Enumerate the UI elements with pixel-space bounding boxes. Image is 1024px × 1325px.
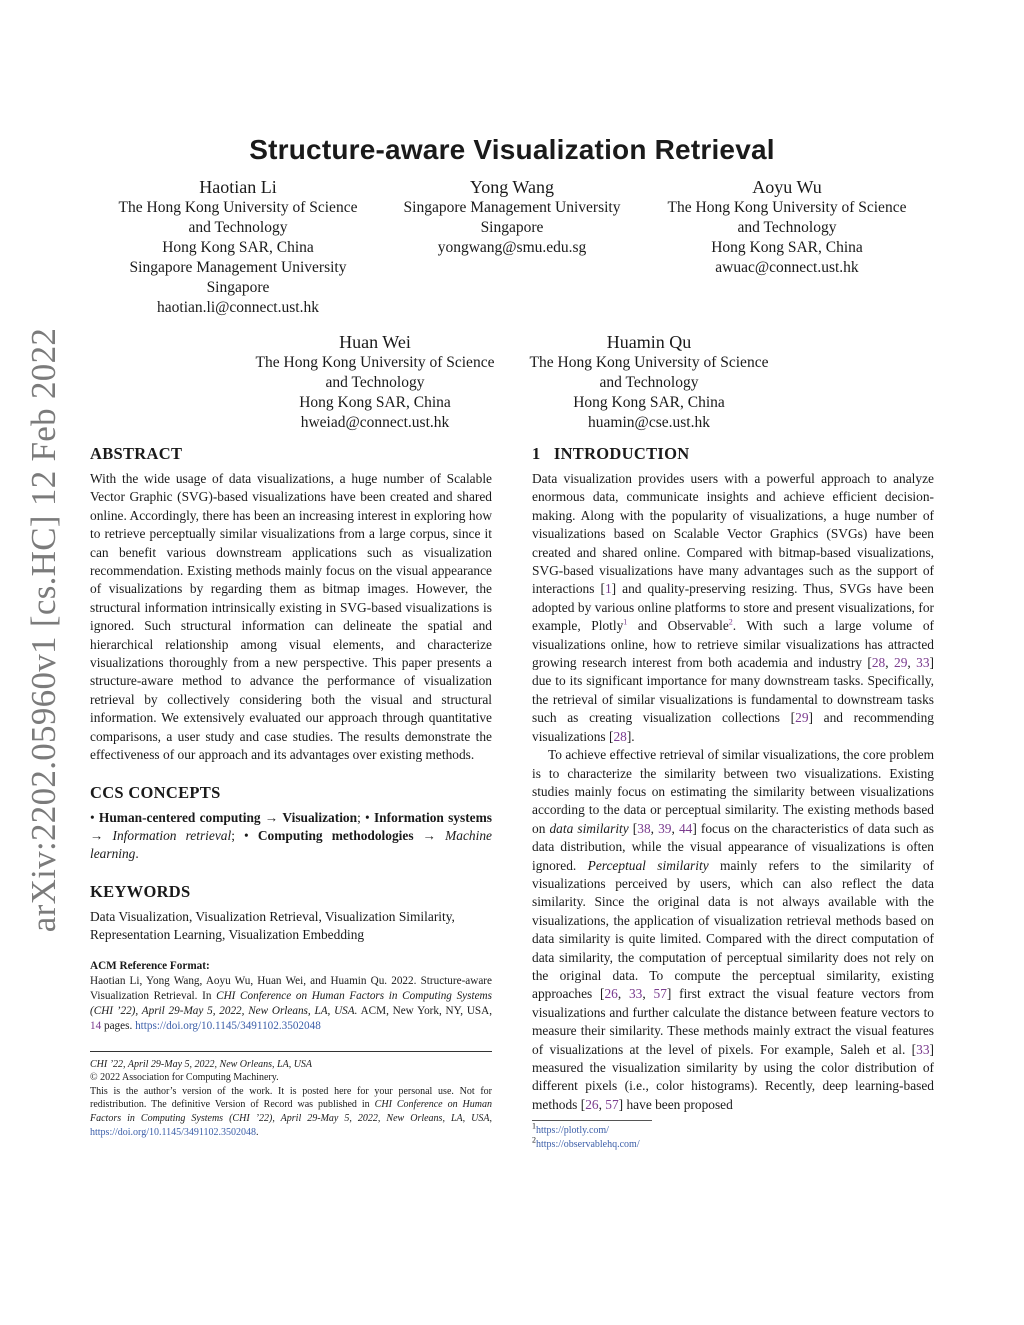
footer-notes <box>90 1058 492 1140</box>
paragraph-text: ] due to its significant importance for many downstream tasks. Specifically, the retrieval of similar visualizations is fundamental to downstream tasks such as creating visualization collections [ <box>532 655 934 726</box>
author-name: Huan Wei <box>339 332 411 352</box>
footer-copyright: © 2022 Association for Computing Machinery. <box>90 1072 279 1084</box>
author-block <box>98 176 378 318</box>
ccs-term: Visualization <box>282 809 358 825</box>
paragraph-text: [ <box>628 820 638 836</box>
paragraph-text: ] focus on the characteristics of data such as data distribution, while the visual appearance of visualizations is often ignored. <box>532 820 934 873</box>
acm-ref-text: pages. <box>101 1020 136 1033</box>
author-affiliation: and Technology <box>325 374 425 391</box>
paper-title: Structure-aware Visualization Retrieval <box>249 134 775 165</box>
author-block <box>646 176 928 278</box>
author-affiliation: Singapore Management University <box>403 199 621 216</box>
ccs-arrow: → <box>90 827 104 843</box>
citation-link[interactable]: 29 <box>795 710 809 726</box>
footnote-link[interactable]: https://observablehq.com/ <box>536 1138 640 1150</box>
acm-ref-doi-link[interactable]: https://doi.org/10.1145/3491102.3502048 <box>135 1020 321 1033</box>
ccs-separator: . <box>135 846 139 862</box>
citation-link[interactable]: 29 <box>894 655 908 671</box>
acm-ref-text: Haotian Li, Yong Wang, Aoyu Wu, Huan Wei, and Huamin Qu. 2022. Structure-aware Visualization Retrieval. In <box>90 974 492 1002</box>
abstract-text: With the wide usage of data visualizations, a huge number of Scalable Vector Graphic (SVG)-based visualizations have been created and shared online. Accordingly, there has been an increasing interest in exploring how to retrieve perceptually similar visualizations from a large corpus, since it can benefit various downstream applications such as visualization recommendation. Existing methods mainly focus on the visual appearance of visualizations by regarding them as bitmap images. However, the structural information intrinsically existing in SVG-based visualizations is ignored. Such structural information can delineate the spatial and hierarchical relationship among visual elements, and characterize visualizations thoroughly from a new perspective. This paper presents a structure-aware method to advance the performance of visualization retrieval by collectively considering both the visual and structural information. We extensively evaluated our approach through quantitative comparisons, a user study and case studies. The results demonstrate the effectiveness of our approach and its advantages over existing methods. <box>90 471 492 763</box>
paragraph-text: , <box>907 655 917 671</box>
paragraph-text: ] and quality-preserving resizing. Thus, SVGs have been adopted by various online platforms to store and present visualizations, for example, Plotly <box>532 581 935 634</box>
paragraph-text: , <box>885 655 894 671</box>
ccs-concepts <box>90 809 492 864</box>
footnote-number: 2 <box>532 1135 536 1145</box>
footnote-divider <box>90 1051 492 1052</box>
citation-link[interactable]: 33 <box>916 655 930 671</box>
author-name: Huamin Qu <box>606 332 692 352</box>
footer-conference: CHI ’22, April 29-May 5, 2022, New Orleans, LA, USA <box>90 1058 313 1070</box>
paragraph-text: , <box>617 986 629 1002</box>
paragraph-text: To achieve effective retrieval of similar visualizations, the core problem is to characterize the similarity between two visualizations. Existing studies mainly focus on estimating the similarity between visualizations according to the data or perceptual similarity. The existing methods based on <box>532 747 934 836</box>
author-block <box>236 331 514 433</box>
footnotes <box>532 1121 934 1151</box>
footnote <box>532 1135 934 1152</box>
ccs-bullet: • <box>365 809 370 825</box>
paragraph-text: , <box>642 986 654 1002</box>
author-affiliation: Singapore <box>480 219 544 236</box>
citation-link[interactable]: 38 <box>637 820 651 836</box>
paragraph-text: ]. <box>626 728 635 744</box>
footnote-link[interactable]: https://plotly.com/ <box>536 1125 609 1137</box>
paragraph-text: , <box>671 820 679 836</box>
author-affiliation: The Hong Kong University of Science <box>667 199 907 216</box>
paragraph-text: , <box>650 820 659 836</box>
citation-link[interactable]: 33 <box>628 986 643 1002</box>
ccs-separator: ; <box>231 827 235 843</box>
citation-link[interactable]: 26 <box>604 986 618 1002</box>
ccs-arrow: → <box>422 827 437 843</box>
author-block <box>382 176 642 258</box>
footnote <box>532 1121 934 1138</box>
author-affiliation: The Hong Kong University of Science <box>529 354 769 371</box>
section-title: INTRODUCTION <box>553 444 690 463</box>
abstract-heading: ABSTRACT <box>90 444 183 463</box>
paragraph-text: ] measured the visualization similarity by using the color distribution of different pixels (i.e., color histograms). Recently, deep learning-based methods [ <box>532 1041 934 1112</box>
ccs-arrow: → <box>264 809 279 825</box>
author-affiliation: Hong Kong SAR, China <box>573 394 725 411</box>
author-affiliation: The Hong Kong University of Science <box>255 354 495 371</box>
citation-link[interactable]: 57 <box>653 986 667 1002</box>
ccs-category: Human-centered computing <box>98 809 261 825</box>
author-email: awuac@connect.ust.hk <box>715 259 859 276</box>
author-name: Yong Wang <box>470 177 554 197</box>
intro-paragraph <box>532 746 934 1114</box>
citation-link[interactable]: 28 <box>613 728 627 744</box>
citation-link[interactable]: 1 <box>604 581 612 597</box>
footer-notice-text: This is the author’s version of the work. It is posted here for your personal use. Not for redistribution. The definitive Version of Record was published in <box>90 1085 492 1111</box>
acm-reference <box>90 974 492 1035</box>
ccs-term: Machine learning <box>90 827 492 862</box>
author-affiliation: Hong Kong SAR, China <box>162 239 314 256</box>
footer-notice <box>90 1085 492 1139</box>
intro-heading <box>532 444 934 464</box>
paragraph-text: , <box>598 1096 606 1112</box>
ccs-term: Information retrieval <box>112 827 232 843</box>
footnote-marker[interactable]: 2 <box>728 617 733 627</box>
footer-notice-venue: CHI Conference on Human Factors in Computing Systems (CHI ’22), April 29-May 5, 2022, New Orleans, LA, USA <box>90 1099 492 1124</box>
author-affiliation: and Technology <box>599 374 699 391</box>
footer-notice-text: . <box>256 1126 259 1138</box>
ccs-category: Information systems <box>373 809 492 825</box>
paragraph-text: and Observable <box>627 618 729 634</box>
citation-link[interactable]: 44 <box>678 820 693 836</box>
section-number: 1 <box>532 444 541 463</box>
keywords-text: Data Visualization, Visualization Retrieval, Visualization Similarity, Representation Learning, Visualization Embedding <box>90 908 455 943</box>
intro-paragraph <box>532 470 934 746</box>
author-email: huamin@cse.ust.hk <box>588 414 710 431</box>
acm-ref-pages-link[interactable]: 14 <box>90 1020 102 1033</box>
citation-link[interactable]: 57 <box>605 1096 619 1112</box>
paragraph-text: mainly refers to the similarity of visualizations perceived by users, which can also reflect the data similarity. Since the original data is not always available with the visualizations, the application of visualization retrieval methods based on data similarity is quite limited. Compared with the direct computation of data similarity, the computation of perceptual similarity does not rely on the original data. To compute the perceptual similarity, existing approaches [ <box>532 857 934 1002</box>
ccs-category: Computing methodologies <box>257 827 414 843</box>
author-affiliation: Singapore <box>206 279 270 296</box>
author-name: Haotian Li <box>199 177 277 197</box>
ccs-bullet: • <box>90 809 95 825</box>
arxiv-stamp-text: arXiv:2202.05960v1 [cs.HC] 12 Feb 2022 <box>24 327 63 933</box>
author-affiliation: Hong Kong SAR, China <box>711 239 863 256</box>
ccs-separator: ; <box>357 809 361 825</box>
author-affiliation: The Hong Kong University of Science <box>118 199 358 216</box>
citation-link[interactable]: 33 <box>916 1041 930 1057</box>
arxiv-stamp <box>24 300 64 950</box>
footnote-marker[interactable]: 1 <box>623 617 628 627</box>
acm-ref-text: ACM, New York, NY, USA, <box>357 1005 493 1018</box>
author-name: Aoyu Wu <box>752 177 822 197</box>
emphasized-term: data similarity <box>549 820 629 836</box>
footer-doi-link[interactable]: https://doi.org/10.1145/3491102.3502048 <box>90 1126 257 1138</box>
ccs-heading: CCS CONCEPTS <box>90 782 221 802</box>
acm-ref-venue: CHI Conference on Human Factors in Computing Systems (CHI ’22), April 29-May 5, 2022, New Orleans, LA, USA. <box>90 989 492 1018</box>
emphasized-term: Perceptual similarity <box>587 857 709 873</box>
author-affiliation: Singapore Management University <box>129 259 347 276</box>
ccs-bullet: • <box>244 827 249 843</box>
right-column <box>532 444 934 1151</box>
paragraph-text: ] first extract the visual feature vectors from visualizations and further calculate the distance between feature vectors to measure their similarity. These methods mainly extract the visual features of visualizations at the level of pixels. For example, Saleh et al. [ <box>532 986 934 1057</box>
keywords-heading: KEYWORDS <box>90 881 191 901</box>
paragraph-text: . With such a large volume of visualizations online, how to retrieve similar visualizations has attracted growing research interest from both academia and industry [ <box>532 618 934 671</box>
author-block <box>510 331 788 433</box>
author-email: hweiad@connect.ust.hk <box>300 414 450 431</box>
paragraph-text: ] and recommending visualizations [ <box>532 710 934 744</box>
paragraph-text: Data visualization provides users with a powerful approach to analyze enormous data, communicate insights and achieve efficient decision-making. Along with the popularity of visualizations, a huge number of visualizations based on Scalable Vector Graphics (SVGs) have been created and shared online. Compared with bitmap-based visualizations, SVG-based visualizations have many advantages such as the support of interactions [ <box>532 471 934 597</box>
footnote-divider <box>532 1120 652 1121</box>
acm-ref-heading: ACM Reference Format: <box>90 959 210 972</box>
citation-link[interactable]: 26 <box>585 1096 599 1112</box>
footnote-number: 1 <box>532 1121 536 1131</box>
left-column <box>90 444 492 1139</box>
author-affiliation: and Technology <box>737 219 837 236</box>
author-email: haotian.li@connect.ust.hk <box>157 299 319 316</box>
author-email: yongwang@smu.edu.sg <box>437 239 587 256</box>
citation-link[interactable]: 28 <box>871 655 886 671</box>
author-affiliation: Hong Kong SAR, China <box>299 394 451 411</box>
author-affiliation: and Technology <box>188 219 288 236</box>
footer-notice-text: , <box>489 1112 492 1124</box>
citation-link[interactable]: 39 <box>658 820 672 836</box>
paragraph-text: ] have been proposed <box>618 1096 733 1112</box>
